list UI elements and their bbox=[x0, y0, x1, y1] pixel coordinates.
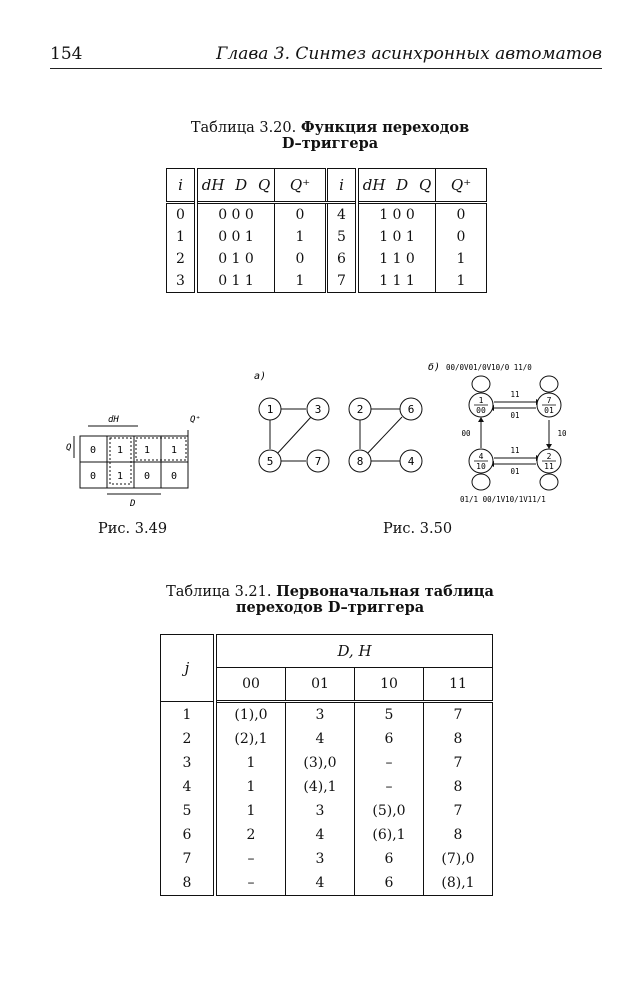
fig-3-50-label: Рис. 3.50 bbox=[383, 521, 453, 537]
cell: 4 bbox=[161, 775, 216, 799]
header-rule bbox=[50, 68, 602, 69]
km-dh-label: dH bbox=[108, 415, 119, 425]
node-code: 01 bbox=[544, 406, 554, 415]
cell: 6 bbox=[355, 727, 424, 751]
cell: 7 bbox=[161, 847, 216, 871]
table-3-21 bbox=[160, 634, 493, 896]
cell: 1 0 0 bbox=[357, 203, 436, 227]
header-col: 10 bbox=[355, 668, 424, 702]
edge-label: 11 bbox=[510, 390, 520, 399]
bottom-loop-labels: 01/1 00/1V10/1V11/1 bbox=[460, 495, 546, 504]
page-header bbox=[50, 44, 602, 68]
node-num: 1 bbox=[478, 396, 484, 405]
header-qplus-2: Q⁺ bbox=[436, 169, 487, 203]
cell: 7 bbox=[327, 270, 358, 293]
caption-bold: Первоначальная таблица bbox=[276, 583, 494, 600]
cell: – bbox=[355, 775, 424, 799]
km-qplus-label: Q⁺ bbox=[190, 415, 201, 425]
caption-prefix: Таблица 3.21. bbox=[166, 584, 272, 600]
caption-prefix: Таблица 3.20. bbox=[190, 120, 297, 136]
cell: 0 1 0 bbox=[196, 248, 275, 270]
edge-label: 01 bbox=[510, 411, 520, 420]
cell: 7 bbox=[424, 702, 493, 728]
cell: (3),0 bbox=[286, 751, 355, 775]
part-b-label: б) bbox=[428, 362, 441, 373]
page-number: 154 bbox=[50, 44, 83, 64]
graph-a-node: 5 bbox=[266, 455, 274, 468]
cell: 1 bbox=[167, 226, 197, 248]
table-row bbox=[161, 775, 493, 799]
table-row bbox=[161, 702, 493, 728]
cell: 8 bbox=[424, 727, 493, 751]
table-row bbox=[161, 871, 493, 896]
km-cell-0-1: 1 bbox=[117, 445, 124, 456]
cell: 3 bbox=[167, 270, 197, 293]
cell: 6 bbox=[161, 823, 216, 847]
km-q-label: Q bbox=[66, 443, 72, 453]
cell: 6 bbox=[355, 847, 424, 871]
node-num: 4 bbox=[478, 452, 484, 461]
table-row bbox=[161, 727, 493, 751]
cell: 0 bbox=[275, 248, 327, 270]
cell: 1 bbox=[436, 270, 487, 293]
header-i: i bbox=[167, 169, 197, 203]
header-col: 01 bbox=[286, 668, 355, 702]
cell: 4 bbox=[286, 871, 355, 896]
table-row bbox=[167, 248, 487, 270]
cell: 4 bbox=[286, 727, 355, 751]
cell: 8 bbox=[424, 775, 493, 799]
cell: 8 bbox=[424, 823, 493, 847]
cell: (1),0 bbox=[215, 702, 286, 728]
graph-a-node: 6 bbox=[407, 403, 415, 416]
header-dh: D, H bbox=[215, 635, 493, 668]
cell: 2 bbox=[167, 248, 197, 270]
cell: 8 bbox=[161, 871, 216, 896]
graph-b-figure bbox=[428, 358, 603, 508]
cell: – bbox=[215, 847, 286, 871]
header-inputs: dH D Q bbox=[196, 169, 275, 203]
graph-a-node: 1 bbox=[266, 403, 274, 416]
graph-a-figure bbox=[248, 365, 438, 485]
km-d-label: D bbox=[130, 499, 136, 509]
node-code: 11 bbox=[544, 462, 554, 471]
cell: (7),0 bbox=[424, 847, 493, 871]
cell: 5 bbox=[355, 702, 424, 728]
cell: 0 bbox=[167, 203, 197, 227]
table-row bbox=[167, 203, 487, 227]
caption-bold: Функция переходов bbox=[300, 119, 470, 136]
cell: 1 bbox=[215, 799, 286, 823]
cell: 3 bbox=[286, 702, 355, 728]
cell: (2),1 bbox=[215, 727, 286, 751]
graph-a-node: 4 bbox=[407, 455, 415, 468]
caption-line2: D–триггера bbox=[281, 135, 379, 152]
graph-a-node: 8 bbox=[356, 455, 364, 468]
cell: 1 bbox=[161, 702, 216, 728]
edge-label: 10 bbox=[557, 429, 567, 438]
header-j: j bbox=[161, 635, 216, 702]
cell: – bbox=[355, 751, 424, 775]
header-col: 00 bbox=[215, 668, 286, 702]
cell: (6),1 bbox=[355, 823, 424, 847]
cell: 0 bbox=[436, 203, 487, 227]
karnaugh-map-figure bbox=[60, 410, 220, 520]
cell: 3 bbox=[286, 847, 355, 871]
cell: 6 bbox=[355, 871, 424, 896]
table-row bbox=[161, 751, 493, 775]
cell: 6 bbox=[327, 248, 358, 270]
cell: 4 bbox=[286, 823, 355, 847]
cell: 1 bbox=[215, 751, 286, 775]
header-inputs-2: dH D Q bbox=[357, 169, 436, 203]
cell: 1 bbox=[215, 775, 286, 799]
km-cell-1-2: 0 bbox=[144, 471, 151, 482]
km-cell-1-1: 1 bbox=[117, 471, 124, 482]
cell: 1 bbox=[436, 248, 487, 270]
cell: 1 1 1 bbox=[357, 270, 436, 293]
cell: 3 bbox=[286, 799, 355, 823]
table-3-20-caption bbox=[150, 120, 510, 152]
caption-line2: переходов D–триггера bbox=[235, 599, 425, 616]
cell: 0 0 1 bbox=[196, 226, 275, 248]
cell: 0 1 1 bbox=[196, 270, 275, 293]
km-cell-0-3: 1 bbox=[171, 445, 178, 456]
table-row bbox=[167, 226, 487, 248]
cell: 1 1 0 bbox=[357, 248, 436, 270]
cell: 2 bbox=[215, 823, 286, 847]
part-a-label: а) bbox=[254, 371, 267, 382]
cell: 4 bbox=[327, 203, 358, 227]
km-cell-1-0: 0 bbox=[90, 471, 97, 482]
table-row bbox=[161, 799, 493, 823]
header-col: 11 bbox=[424, 668, 493, 702]
node-code: 00 bbox=[476, 406, 486, 415]
node-num: 7 bbox=[546, 396, 552, 405]
edge-label: 11 bbox=[510, 446, 520, 455]
cell: 7 bbox=[424, 799, 493, 823]
edge-label: 01 bbox=[510, 467, 520, 476]
cell: 0 bbox=[436, 226, 487, 248]
header-qplus: Q⁺ bbox=[275, 169, 327, 203]
cell: (4),1 bbox=[286, 775, 355, 799]
cell: 1 bbox=[275, 226, 327, 248]
graph-a-node: 2 bbox=[356, 403, 364, 416]
km-cell-0-2: 1 bbox=[144, 445, 151, 456]
cell: – bbox=[215, 871, 286, 896]
table-3-21-caption bbox=[130, 584, 530, 616]
edge-label: 00 bbox=[461, 429, 471, 438]
graph-a-node: 3 bbox=[314, 403, 322, 416]
cell: 0 bbox=[275, 203, 327, 227]
cell: 7 bbox=[424, 751, 493, 775]
cell: 0 0 0 bbox=[196, 203, 275, 227]
top-loop-labels: 00/0V01/0V10/0 11/0 bbox=[446, 363, 532, 372]
fig-3-49-label: Рис. 3.49 bbox=[98, 521, 168, 537]
cell: (8),1 bbox=[424, 871, 493, 896]
km-cell-1-3: 0 bbox=[171, 471, 178, 482]
cell: (5),0 bbox=[355, 799, 424, 823]
cell: 3 bbox=[161, 751, 216, 775]
node-code: 10 bbox=[476, 462, 486, 471]
cell: 5 bbox=[161, 799, 216, 823]
cell: 1 0 1 bbox=[357, 226, 436, 248]
chapter-title: Глава 3. Синтез асинхронных автоматов bbox=[216, 44, 602, 64]
node-num: 2 bbox=[546, 452, 552, 461]
header-i-2: i bbox=[327, 169, 358, 203]
cell: 5 bbox=[327, 226, 358, 248]
km-cell-0-0: 0 bbox=[90, 445, 97, 456]
table-row bbox=[161, 847, 493, 871]
table-row bbox=[167, 270, 487, 293]
cell: 1 bbox=[275, 270, 327, 293]
table-row bbox=[161, 823, 493, 847]
table-3-20 bbox=[166, 168, 487, 293]
cell: 2 bbox=[161, 727, 216, 751]
graph-a-node: 7 bbox=[314, 455, 322, 468]
